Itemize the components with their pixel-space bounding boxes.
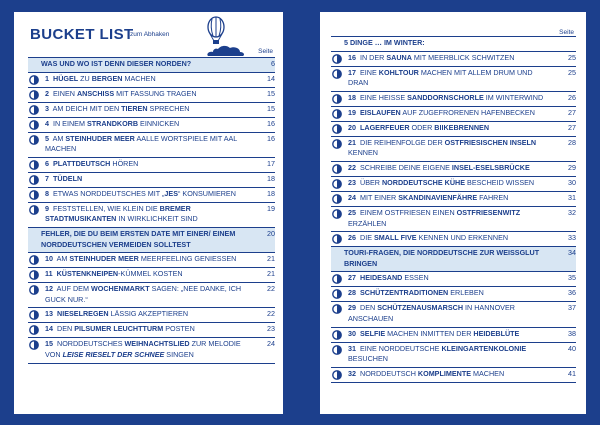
item-text [348,344,558,365]
highlight-text: BERGEN [91,73,123,83]
highlight-text: PILSUMER LEUCHTTURM [74,324,164,334]
item-text-part: SCHREIBE DEINE EIGENE [360,162,452,172]
checkbox-circle-icon[interactable] [332,124,342,134]
item-text-part: IN HANNOVER ANSCHAUEN [348,303,515,323]
item-text-part: EINEN [53,88,77,98]
item-text-part: ERZÄHLEN [348,218,387,228]
page-number: 21 [267,269,275,279]
item-text [348,123,558,134]
checkbox-circle-icon[interactable] [332,209,342,219]
highlight-text: TÜDELN [53,173,83,183]
checkbox-circle-icon[interactable] [29,255,39,265]
page-number: 22 [267,284,275,294]
page-number: 27 [568,107,576,117]
item-text-part: ERLEBEN [448,288,484,298]
checkbox-circle-icon[interactable] [29,270,39,280]
item-text [45,119,257,130]
highlight-text: ANSCHISS [76,88,115,98]
page-number: 36 [568,288,576,298]
item-text-part: MACHEN [122,73,156,83]
item-text-part: MIT EINER [360,192,399,202]
checkbox-circle-icon[interactable] [332,304,342,314]
item-text-part: DIE REIHENFOLGE DER [360,137,445,147]
list-item [28,173,275,188]
item-number: 23 [348,177,356,187]
checkbox-circle-icon[interactable] [332,94,342,104]
checkbox-circle-icon[interactable] [29,105,39,115]
page-number: 25 [568,67,576,77]
list-item [28,338,275,363]
checkbox-circle-icon[interactable] [29,90,39,100]
page-number: 40 [568,343,576,353]
highlight-text: SCHÜTZENTRADITIONEN [360,288,449,298]
item-text-part: SAGEN: „NEE DANKE, ICH GUCK NUR.“ [45,284,242,304]
highlight-text: SELFIE [360,328,386,338]
page-number: 38 [568,328,576,338]
item-number: 32 [348,368,356,378]
page-number: 22 [267,309,275,319]
highlight-text: BIIKEBRENNEN [434,122,490,132]
item-text-part: AALLE WORTSPIELE MIT AAL MACHEN [45,133,238,154]
item-text-part: FAHREN [477,192,509,202]
list-item [331,328,576,343]
highlight-text: JES [164,188,179,198]
right-page [320,12,586,414]
checkbox-circle-icon[interactable] [29,75,39,85]
page-number: 20 [267,228,275,238]
item-text [348,233,558,244]
item-number: 27 [348,273,356,283]
highlight-text: KLEINGARTENKOLONIE [441,343,527,353]
highlight-text: SAUNA [386,52,412,62]
item-text [348,303,558,324]
item-number: 26 [348,233,356,243]
item-text [348,369,558,380]
highlight-text: LAGERFEUER [360,122,410,132]
item-number: 12 [45,284,53,294]
highlight-text: OSTFRIESISCHEN INSELN [444,137,537,147]
item-number: 19 [348,107,356,117]
section-heading [331,36,576,52]
bucket-list-title: BUCKET LIST [30,26,134,43]
highlight-text: WOCHENMARKT [90,284,150,294]
checkbox-circle-icon[interactable] [29,325,39,335]
list-item [28,73,275,88]
highlight-text: KÜSTENKNEIPEN [56,269,119,279]
list-item [28,88,275,103]
page-number: 6 [271,59,275,68]
checkbox-circle-icon[interactable] [29,285,39,295]
page-number: 14 [267,73,275,83]
item-text-part: AM [56,254,70,264]
item-text-part: ESSEN [402,273,429,283]
hot-air-balloon-icon [196,15,248,57]
list-item [331,67,576,92]
list-item [28,253,275,268]
section-heading [331,247,576,272]
page-number: 16 [267,133,275,143]
checkbox-circle-icon[interactable] [332,289,342,299]
item-text-part: EINNICKEN [138,118,180,128]
bucket-list-subtitle: zum Abhaken [130,31,170,38]
checkbox-circle-icon[interactable] [332,54,342,64]
item-text [45,134,257,155]
item-text-part: MACHEN MIT ALLEM DRUM UND DRAN [348,67,533,88]
list-item [331,287,576,302]
checkbox-circle-icon[interactable] [332,345,342,355]
page-number: 15 [267,88,275,98]
item-number: 2 [45,88,49,98]
item-number: 28 [348,288,356,298]
item-number: 6 [45,158,49,168]
list-item [28,308,275,323]
item-text-part: HÖREN [110,158,139,168]
item-text-part: IN DER [360,52,387,62]
checkbox-circle-icon[interactable] [29,190,39,200]
page-number: 15 [267,103,275,113]
highlight-text: WEIHNACHTSLIED [124,339,190,349]
checkbox-circle-icon[interactable] [29,135,39,145]
item-number: 7 [45,173,49,183]
section-heading [28,57,275,73]
section-heading [28,228,275,253]
checkbox-circle-icon[interactable] [332,164,342,174]
section-title: 5 DINGE … IM WINTER: [344,38,425,47]
item-text [45,204,257,225]
item-number: 15 [45,339,53,349]
section-title: WAS UND WO IST DENN DIESER NORDEN? [41,59,192,68]
list-item [331,207,576,232]
list-item [331,272,576,287]
list-item [331,343,576,368]
item-text [45,324,257,335]
item-text [348,53,558,64]
item-number: 25 [348,207,356,217]
highlight-text: HÜGEL [53,73,79,83]
item-text-part: BESCHEID WISSEN [465,177,535,187]
page-number: 30 [568,177,576,187]
item-number: 13 [45,309,53,319]
highlight-text: PLATTDEUTSCH [53,158,111,168]
highlight-text: HEIDESAND [360,273,403,283]
item-number: 11 [45,269,53,279]
highlight-text: OSTFRIESENWITZ [456,207,521,217]
item-text-part: MACHEN [471,368,505,378]
item-text [348,208,558,229]
page-number: 27 [568,122,576,132]
section-title: TOURI-FRAGEN, DIE NORDDEUTSCHE ZUR WEISSGLUT BRINGEN [344,248,540,268]
item-number: 24 [348,192,356,202]
page-number: 23 [267,324,275,334]
item-text-part: MEERFEELING GENIESSEN [138,254,237,264]
list-item [331,122,576,137]
item-number: 20 [348,122,356,132]
item-number: 9 [45,203,49,213]
checkbox-circle-icon[interactable] [332,274,342,284]
page-number: 17 [267,158,275,168]
item-number: 22 [348,162,356,172]
checkbox-circle-icon[interactable] [332,179,342,189]
checkbox-circle-icon[interactable] [332,194,342,204]
highlight-text: STRANDKORB [86,118,139,128]
item-text-part: NORDDEUTSCHES [57,339,125,349]
list-item [28,283,275,308]
item-text-part: EINE HEISSE [360,92,408,102]
item-text-part: KENNEN [348,148,378,158]
item-text-part: DEN [57,324,75,334]
page-number: 41 [568,368,576,378]
highlight-text: TIEREN [121,103,148,113]
item-text [45,189,257,200]
left-page [14,12,283,414]
page-number: 35 [568,273,576,283]
item-text [348,178,558,189]
page-number: 33 [568,233,576,243]
checkbox-circle-icon[interactable] [29,205,39,215]
highlight-text: SKANDINAVIENFÄHRE [398,192,478,202]
item-text [348,288,558,299]
list-item [331,162,576,177]
item-text-part: MIT FASSUNG TRAGEN [114,88,197,98]
toc-list-left [28,57,275,364]
item-number: 30 [348,328,356,338]
item-text [45,104,257,115]
item-number: 4 [45,118,49,128]
list-item [331,52,576,67]
item-text [348,68,558,89]
checkbox-circle-icon[interactable] [29,120,39,130]
list-item [28,268,275,283]
item-text [45,309,257,320]
page-number: 28 [568,137,576,147]
item-text-part: SPRECHEN [147,103,190,113]
list-item [331,177,576,192]
item-text [348,108,558,119]
checkbox-circle-icon[interactable] [332,69,342,79]
page-number: 37 [568,303,576,313]
item-text-part: ODER [409,122,435,132]
item-text-part: IM WINTERWIND [483,92,544,102]
highlight-text: SCHÜTZENAUSMARSCH [377,303,464,313]
highlight-text: HEIDEBLÜTE [473,328,520,338]
item-number: 17 [348,67,356,77]
list-item [28,188,275,203]
seite-label: Seite [559,29,574,36]
page-number: 34 [568,248,576,258]
checkbox-circle-icon[interactable] [332,330,342,340]
list-item [331,302,576,327]
item-text [45,74,257,85]
page-number: 16 [267,118,275,128]
highlight-text: EISLAUFEN [360,107,401,117]
highlight-text: NORDDEUTSCHE KÜHE [381,177,466,187]
item-number: 10 [45,254,53,264]
item-text-part: AM [52,133,66,143]
list-item [331,192,576,207]
seite-label: Seite [258,48,273,55]
checkbox-circle-icon[interactable] [29,340,39,350]
page-number: 24 [267,339,275,349]
item-text-part: EINE [360,67,379,77]
item-text-part: ETWAS NORDDEUTSCHES MIT „ [53,188,165,198]
item-text [45,269,257,280]
item-number: 18 [348,92,356,102]
item-text-part: MACHEN INMITTEN DER [385,328,474,338]
item-text [348,138,558,159]
item-text [348,193,558,204]
list-item [28,103,275,118]
song-title: LEISE RIESELT DER SCHNEE [62,349,165,359]
highlight-text: KOHLTOUR [378,67,419,77]
page-header [28,12,275,57]
checkbox-circle-icon[interactable] [332,109,342,119]
item-text-part: SINGEN [164,349,194,359]
item-text [348,273,558,284]
list-item [28,133,275,158]
item-text [45,254,257,265]
item-text-part: IN WIRKLICHKEIT SIND [116,214,198,224]
item-number: 5 [45,133,49,143]
page-number: 32 [568,207,576,217]
list-item [28,118,275,133]
highlight-text: BREMER STADTMUSIKANTEN [45,203,191,224]
highlight-text: INSEL-ESELSBRÜCKE [451,162,530,172]
item-text [348,93,558,104]
page-number: 29 [568,162,576,172]
toc-list-right [331,36,576,383]
item-text-part: POSTEN [163,324,195,334]
item-text-part: MIT MEERBLICK SCHWITZEN [411,52,515,62]
checkbox-circle-icon[interactable] [332,139,342,149]
item-text-part: “ KONSUMIEREN [178,188,236,198]
item-text [348,329,558,340]
highlight-text: STEINHUDER MEER [65,133,135,143]
page-number: 26 [568,92,576,102]
page-number: 25 [568,52,576,62]
item-number: 29 [348,303,356,313]
item-number: 21 [348,137,356,147]
list-item [331,232,576,247]
list-item [331,107,576,122]
checkbox-circle-icon[interactable] [29,310,39,320]
highlight-text: KOMPLIMENTE [417,368,472,378]
item-text-part: AUF DEM [56,284,91,294]
item-number: 8 [45,188,49,198]
item-text-part: AUF ZUGEFRORENEN HAFENBECKEN [400,107,535,117]
item-text-part: FESTSTELLEN, WIE KLEIN DIE [53,203,160,213]
checkbox-circle-icon[interactable] [29,160,39,170]
checkbox-circle-icon[interactable] [332,370,342,380]
list-item [28,203,275,228]
checkbox-circle-icon[interactable] [332,234,342,244]
item-text-part: LÄSSIG AKZEPTIEREN [108,309,189,319]
item-number: 31 [348,343,356,353]
item-text [45,174,257,185]
page-number: 18 [267,173,275,183]
item-text-part: AM DEICH MIT DEN [52,103,122,113]
list-item [331,368,576,383]
item-text-part: ÜBER [360,177,382,187]
page-number: 19 [267,203,275,213]
list-item [331,92,576,107]
item-text [45,89,257,100]
item-text-part: BESUCHEN [348,354,388,364]
item-text-part: -KÜMMEL KOSTEN [118,269,183,279]
page-number: 18 [267,188,275,198]
list-item [28,323,275,338]
item-text-part: DEN [360,303,378,313]
item-number: 3 [45,103,49,113]
item-text-part: IN EINEM [53,118,87,128]
highlight-text: STEINHUDER MEER [69,254,139,264]
item-number: 16 [348,52,356,62]
highlight-text: NIESELREGEN [57,309,109,319]
item-text-part: ZUR MELODIE VON [45,339,241,359]
highlight-text: SMALL FIVE [373,233,417,243]
checkbox-circle-icon[interactable] [29,175,39,185]
item-text-part: ZU [78,73,92,83]
page-header [331,12,576,36]
item-number: 1 [45,73,49,83]
item-text [45,339,257,360]
item-text-part: EINE NORDDEUTSCHE [360,343,442,353]
list-item [28,158,275,173]
list-item [331,137,576,162]
item-number: 14 [45,324,53,334]
page-number: 21 [267,254,275,264]
item-text [45,159,257,170]
item-text [348,163,558,174]
item-text-part: DIE [360,233,374,243]
item-text-part: EINEM OSTFRIESEN EINEN [360,207,457,217]
item-text [45,284,257,305]
highlight-text: SANDDORNSCHORLE [407,92,484,102]
item-text-part: KENNEN UND ERKENNEN [416,233,509,243]
page-number: 31 [568,192,576,202]
section-title: FEHLER, DIE DU BEIM ERSTEN DATE MIT EINER/ EINEM NORDDEUTSCHEN VERMEIDEN SOLLTEST [41,228,236,249]
item-text-part: NORDDEUTSCH [360,368,418,378]
